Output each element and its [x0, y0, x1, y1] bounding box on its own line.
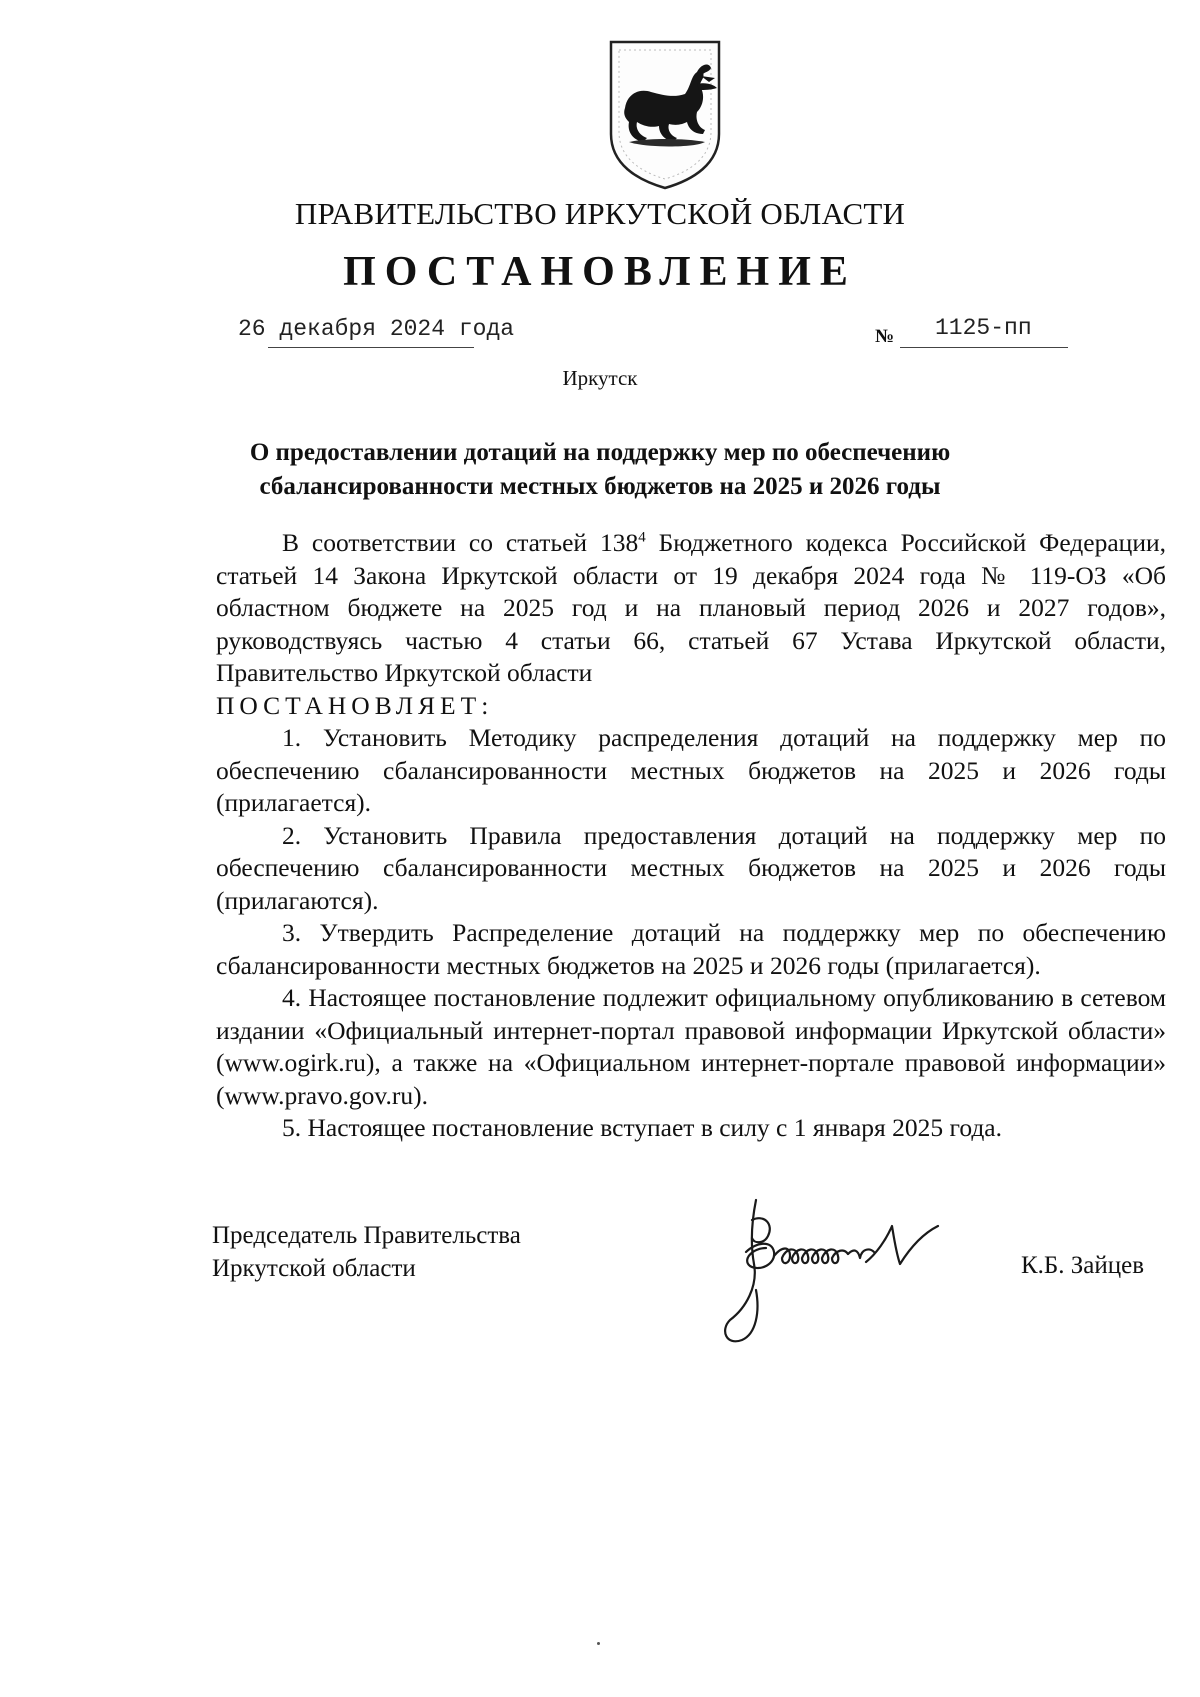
decree-item-2: 2. Установить Правила предоставления дотаций на поддержку мер по обеспечению сбалансированности местных бюджетов на 2025 и 2026 годы (прилагаются).	[216, 820, 1166, 915]
document-title	[200, 436, 1000, 504]
title-line-2: сбалансированности местных бюджетов на 2025 и 2026 годы	[259, 473, 941, 500]
document-city: Иркутск	[562, 366, 638, 390]
document-number: 1125-пп	[935, 315, 1032, 341]
decree-item-3: 3. Утвердить Распределение дотаций на поддержку мер по обеспечению сбалансированности местных бюджетов на 2025 и 2026 годы (прилагается).	[216, 918, 1166, 980]
coat-of-arms-emblem	[605, 38, 725, 192]
document-body	[216, 527, 1166, 1145]
preamble-text-end: Бюджетного кодекса Российской Федерации, статьей 14 Закона Иркутской области от 19 декабря 2024 года № 119-ОЗ «Об областном бюджете на 2025 год и на плановый период 2026 и 2027 годов», руководствуясь частью 4 статьи 66, статьей 67 Устава Иркутской области, Правительство Иркутской области	[216, 528, 1166, 687]
organization-name: ПРАВИТЕЛЬСТВО ИРКУТСКОЙ ОБЛАСТИ	[294, 196, 906, 231]
signer-position	[212, 1219, 521, 1285]
decree-item-4: 4. Настоящее постановление подлежит официальному опубликованию в сетевом издании «Официальный интернет-портал правовой информации Иркутской области» (www.ogirk.ru), а также на «Официальном интернет-портале правовой информации» (www.pravo.gov.ru).	[216, 983, 1166, 1110]
signer-position-line-1: Председатель Правительства	[212, 1222, 521, 1249]
article-superscript: 4	[638, 529, 646, 546]
document-date: 26 декабря 2024 года	[238, 316, 515, 342]
signer-position-line-2: Иркутской области	[212, 1255, 416, 1282]
handwritten-signature	[716, 1190, 986, 1360]
signer-name: К.Б. Зайцев	[1021, 1252, 1145, 1279]
number-sign: №	[875, 326, 895, 347]
preamble-text-start: В соответствии со статьей 138	[282, 528, 639, 557]
date-underline	[268, 347, 474, 348]
decree-item-1: 1. Установить Методику распределения дотаций на поддержку мер по обеспечению сбалансированности местных бюджетов на 2025 и 2026 годы (прилагается).	[216, 723, 1166, 817]
page-speck	[597, 1642, 600, 1645]
number-underline	[900, 347, 1068, 348]
document-type-title: ПОСТАНОВЛЕНИЕ	[343, 249, 857, 295]
decree-word: ПОСТАНОВЛЯЕТ:	[216, 690, 494, 720]
decree-item-5: 5. Настоящее постановление вступает в силу с 1 января 2025 года.	[282, 1113, 1003, 1142]
preamble-paragraph	[216, 527, 1166, 690]
title-line-1: О предоставлении дотаций на поддержку мер по обеспечению	[249, 439, 951, 466]
